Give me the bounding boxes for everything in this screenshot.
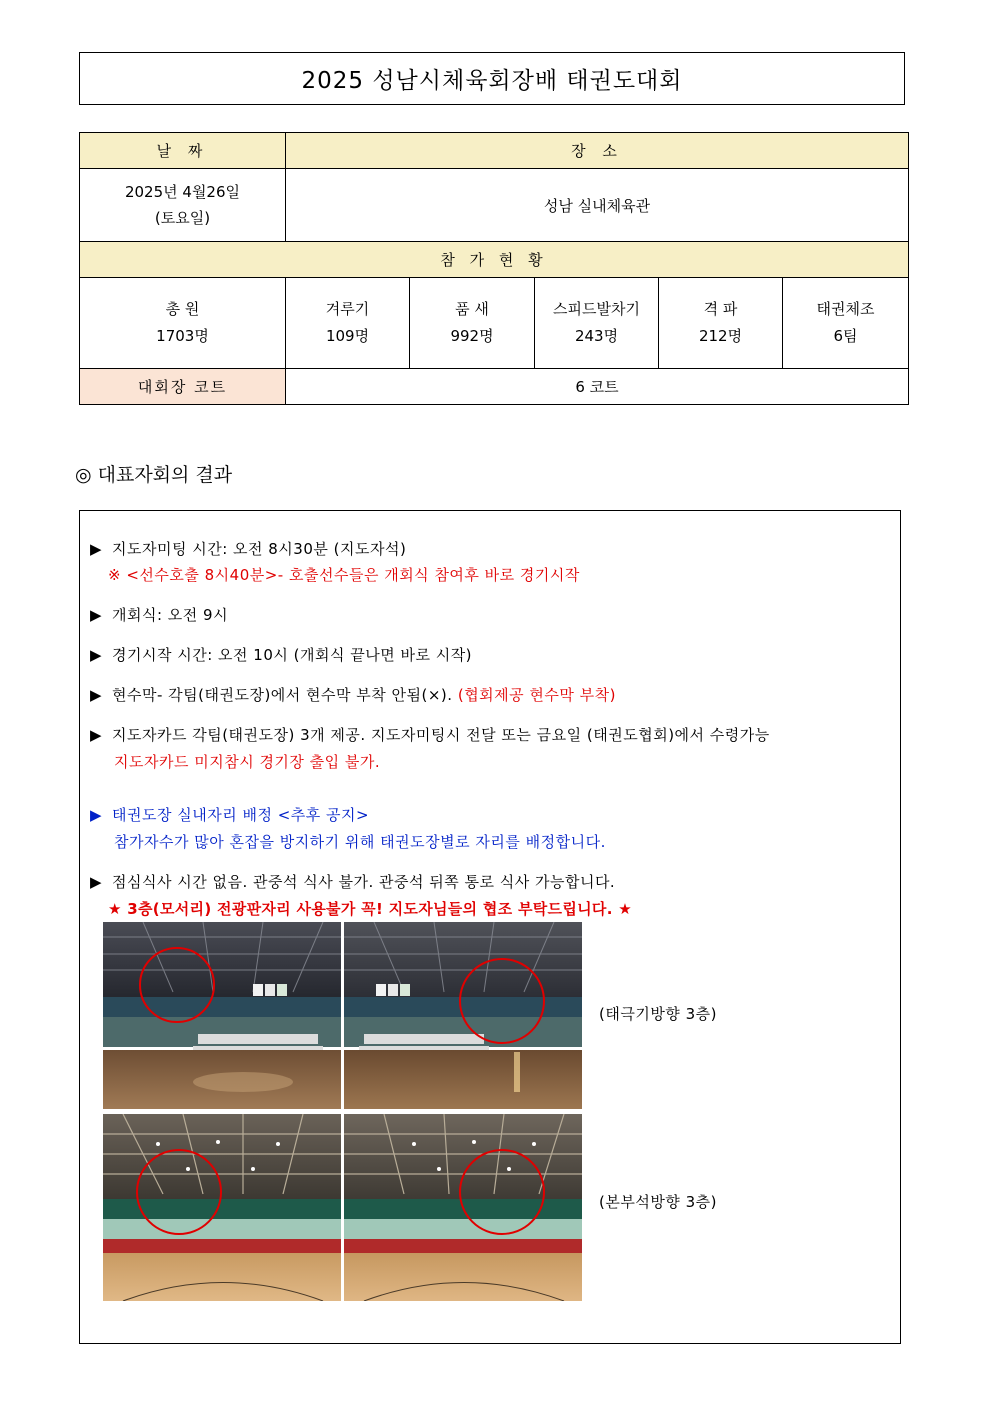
event-venue: 성남 실내체육관 <box>286 169 909 242</box>
stat-total <box>80 278 286 369</box>
date-header: 날 짜 <box>80 133 286 169</box>
arrow-icon: ▶ <box>90 540 103 558</box>
arrow-icon: ▶ <box>90 606 103 624</box>
event-date <box>80 169 286 242</box>
stat-speed-kick <box>535 278 659 369</box>
arena-photo-4 <box>344 1114 582 1301</box>
notice-item-1-note: ※ <선수호출 8시40분>- 호출선수들은 개회식 참여후 바로 경기시작 <box>108 566 580 584</box>
notice-item-7-note: ★ 3층(모서리) 전광판자리 사용불가 꼭! 지도자님들의 협조 부탁드립니다. ★ <box>108 900 632 918</box>
notice-text: 현수막- 각팀(태권도장)에서 현수막 부착 안됨(×). <box>112 686 453 704</box>
arrow-icon: ▶ <box>90 726 103 744</box>
stat-poomsae <box>410 278 535 369</box>
stat-label: 겨루기 <box>325 300 370 318</box>
notice-text: 지도자카드 각팀(태권도장) 3개 제공. 지도자미팅시 전달 또는 금요일 (태권도협회)에서 수령가능 <box>112 726 770 744</box>
stat-value: 1703명 <box>156 327 209 345</box>
notice-item-5 <box>90 724 770 745</box>
stat-value: 6팀 <box>833 327 858 345</box>
arrow-icon: ▶ <box>90 646 103 664</box>
stat-label: 총 원 <box>165 300 200 318</box>
notice-text: 개회식: 오전 9시 <box>112 606 229 624</box>
notice-item-4 <box>90 684 616 705</box>
stat-value: 109명 <box>325 327 370 345</box>
notice-text-highlight: (협회제공 현수막 부착) <box>457 686 616 704</box>
notice-item-7 <box>90 871 615 892</box>
stat-breaking <box>659 278 783 369</box>
venue-header: 장 소 <box>286 133 909 169</box>
court-label: 대회장 코트 <box>80 369 286 405</box>
arrow-icon: ▶ <box>90 873 103 891</box>
participation-header: 참 가 현 황 <box>80 242 909 278</box>
event-date-line1: 2025년 4월26일 <box>124 183 241 201</box>
stat-label: 태권체조 <box>816 300 875 318</box>
photo-caption-top: (태극기방향 3층) <box>599 1005 717 1023</box>
notice-box <box>79 510 901 1344</box>
arena-photo-1 <box>103 922 341 1109</box>
document-title: 2025 성남시체육회장배 태권도대회 <box>79 52 905 105</box>
event-date-line2: (토요일) <box>154 209 211 227</box>
notice-item-5-note: 지도자카드 미지참시 경기장 출입 불가. <box>114 753 381 771</box>
notice-item-6-note: 참가자수가 많아 혼잡을 방지하기 위해 태권도장별로 자리를 배정합니다. <box>114 833 606 851</box>
section-title: ◎ 대표자회의 결과 <box>75 464 233 486</box>
stat-value: 212명 <box>698 327 743 345</box>
stat-taekwon-gymnastics <box>783 278 909 369</box>
notice-item-3 <box>90 644 472 665</box>
arrow-icon: ▶ <box>90 686 103 704</box>
notice-item-1 <box>90 538 406 559</box>
stat-sparring <box>286 278 410 369</box>
notice-text: 지도자미팅 시간: 오전 8시30분 (지도자석) <box>112 540 407 558</box>
notice-item-6 <box>90 804 369 825</box>
court-value: 6 코트 <box>286 369 909 405</box>
notice-text: 태권도장 실내자리 배정 <추후 공지> <box>112 806 370 824</box>
stat-value: 243명 <box>574 327 619 345</box>
arena-photo-3 <box>103 1114 341 1301</box>
notice-text: 경기시작 시간: 오전 10시 (개회식 끝나면 바로 시작) <box>112 646 473 664</box>
notice-item-2 <box>90 604 228 625</box>
stat-label: 스피드발차기 <box>553 300 640 318</box>
photo-caption-bottom: (본부석방향 3층) <box>599 1193 717 1211</box>
info-table <box>79 132 909 405</box>
arrow-icon: ▶ <box>90 806 103 824</box>
arena-photo-2 <box>344 922 582 1109</box>
stat-label: 격 파 <box>703 300 738 318</box>
stat-value: 992명 <box>450 327 494 345</box>
notice-text: 점심식사 시간 없음. 관중석 식사 불가. 관중석 뒤쪽 통로 식사 가능합니다. <box>112 873 616 891</box>
stat-label: 품 새 <box>455 300 489 318</box>
